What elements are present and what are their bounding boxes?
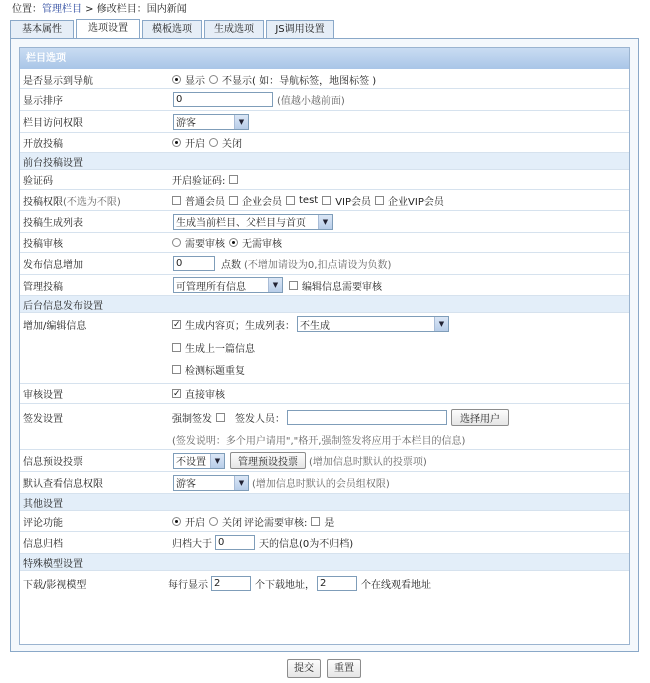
section-other: [20, 494, 629, 511]
gen-prev-checkbox[interactable]: [172, 343, 181, 352]
archive-label: 信息归档: [23, 539, 63, 550]
tab-basic[interactable]: 基本属性: [10, 20, 74, 38]
manage-select[interactable]: [173, 277, 283, 293]
comment-on-label: 开启: [185, 517, 205, 529]
audit-none-label: 无需审核: [242, 239, 282, 250]
row-points: [20, 253, 629, 275]
download-post: 个在线观看地址: [361, 580, 431, 591]
form-actions: [0, 659, 650, 679]
row-audit: [20, 384, 629, 404]
download-mid: 个下载地址，: [255, 580, 315, 591]
perm-checkbox-vip[interactable]: [322, 196, 331, 205]
nav-hide-radio[interactable]: [209, 75, 218, 84]
contrib-perm-label: [23, 190, 121, 210]
perm-label-enterprise: 企业会员: [242, 196, 282, 208]
gen-list-select[interactable]: [297, 316, 449, 332]
audit-label: 审核设置: [23, 390, 63, 401]
chevron-down-icon: ▼: [434, 317, 448, 331]
section-front: [20, 153, 629, 170]
signer-label: 签发人员：: [235, 413, 285, 425]
perm-label-enterprise-vip: 企业VIP会员: [388, 196, 444, 208]
access-value: 游客: [176, 118, 196, 129]
comment-off-radio[interactable]: [209, 517, 218, 526]
sign-label: 签发设置: [23, 413, 63, 425]
contrib-on-label: 开启: [185, 139, 205, 150]
audit-none-radio[interactable]: [229, 238, 238, 247]
row-contrib-audit: [20, 233, 629, 253]
force-sign-label: 强制签发: [172, 413, 212, 425]
tab-options[interactable]: 选项设置: [76, 19, 140, 39]
archive-pre: 归档大于: [172, 539, 212, 550]
gen-page-checkbox[interactable]: [172, 320, 181, 329]
download-per-row-input[interactable]: 2: [211, 576, 251, 591]
manage-value: 可管理所有信息: [176, 281, 246, 293]
comment-on-radio[interactable]: [172, 517, 181, 526]
chevron-down-icon: ▼: [268, 278, 282, 292]
comment-review-yes: 是: [324, 517, 335, 529]
row-captcha: [20, 170, 629, 190]
contrib-gen-select[interactable]: [173, 214, 333, 230]
points-input[interactable]: 0: [173, 256, 215, 271]
breadcrumb: [12, 3, 187, 17]
row-download: [20, 571, 629, 596]
row-vote: [20, 450, 629, 472]
view-perm-hint: (增加信息时默认的会员组权限): [252, 479, 390, 490]
submit-button[interactable]: 提交: [287, 659, 321, 678]
options-frame: [10, 38, 639, 652]
contrib-on-radio[interactable]: [172, 138, 181, 147]
section-front-label: 前台投稿设置: [23, 157, 83, 169]
points-hint: (不增加请设为0,扣点请设为负数): [244, 260, 392, 271]
manage-edit-label: 编辑信息需要审核: [302, 281, 382, 293]
online-per-row-input[interactable]: 2: [317, 576, 357, 591]
check-title-label: 检测标题重复: [185, 365, 245, 377]
download-label: 下载/影视模型: [23, 580, 87, 591]
points-unit: 点数: [221, 260, 241, 271]
perm-checkbox-enterprise-vip[interactable]: [375, 196, 384, 205]
view-perm-value: 游客: [176, 479, 196, 490]
panel-title: 栏目选项: [20, 48, 629, 69]
tab-js[interactable]: JS调用设置: [266, 20, 334, 38]
comment-review-checkbox[interactable]: [311, 517, 320, 526]
section-back: [20, 296, 629, 313]
vote-value: 不设置: [176, 457, 206, 468]
vote-label: 信息预设投票: [23, 457, 83, 468]
nav-hint: ( 如：导航标签，地图标签 ): [252, 75, 377, 87]
row-manage: [20, 275, 629, 296]
contrib-gen-value: 生成当前栏目、父栏目与首页: [176, 218, 306, 229]
captcha-label: 验证码: [23, 176, 53, 187]
breadcrumb-link-column-manage[interactable]: 管理栏目: [42, 4, 82, 15]
breadcrumb-current: 修改栏目：国内新闻: [96, 4, 187, 15]
vote-hint: (增加信息时默认的投票项): [309, 457, 427, 468]
perm-label-vip: VIP会员: [335, 196, 372, 208]
row-view-perm: [20, 472, 629, 494]
section-special-label: 特殊模型设置: [23, 558, 83, 570]
view-perm-select[interactable]: [173, 475, 249, 491]
sort-hint: (值越小越前面): [277, 96, 345, 107]
audit-need-radio[interactable]: [172, 238, 181, 247]
edit-label: 增加/编辑信息: [23, 320, 87, 332]
comment-review-label: 评论需要审核:: [244, 517, 308, 529]
gen-list-value: 不生成: [300, 320, 330, 332]
manage-vote-button[interactable]: 管理预设投票: [230, 452, 306, 469]
chevron-down-icon: ▼: [234, 476, 248, 490]
vote-select[interactable]: [173, 453, 225, 469]
row-edit: [20, 313, 629, 384]
row-sort: [20, 89, 629, 111]
signer-input[interactable]: [287, 410, 447, 425]
view-perm-label: 默认查看信息权限: [23, 479, 103, 490]
row-contrib-gen: [20, 211, 629, 233]
audit-need-label: 需要审核: [185, 239, 225, 250]
nav-show-radio[interactable]: [172, 75, 181, 84]
access-select[interactable]: [173, 114, 249, 130]
sort-label: 显示排序: [23, 96, 63, 107]
archive-input[interactable]: 0: [215, 535, 255, 550]
chevron-down-icon: ▼: [210, 454, 224, 468]
perm-label-normal: 普通会员: [185, 196, 225, 208]
gen-page-label: 生成内容页；生成列表：: [185, 320, 295, 332]
nav-label: 是否显示到导航: [23, 75, 93, 87]
comment-label: 评论功能: [23, 517, 63, 529]
download-pre: 每行显示: [168, 580, 208, 591]
tab-generate[interactable]: 生成选项: [204, 20, 264, 38]
points-label: 发布信息增加: [23, 260, 83, 271]
row-contrib-perm: [20, 190, 629, 211]
row-nav: [20, 70, 629, 89]
perm-label-test: test: [299, 194, 319, 206]
nav-show-label: 显示: [185, 75, 205, 87]
chevron-down-icon: ▼: [318, 215, 332, 229]
section-other-label: 其他设置: [23, 498, 63, 510]
manage-edit-checkbox[interactable]: [289, 281, 298, 290]
captcha-checkbox[interactable]: [229, 175, 238, 184]
contrib-off-radio[interactable]: [209, 138, 218, 147]
archive-post: 天的信息(0为不归档): [259, 539, 354, 550]
contrib-perm-note: (不选为不限): [63, 196, 121, 208]
row-archive: [20, 532, 629, 554]
section-back-label: 后台信息发布设置: [23, 300, 103, 312]
breadcrumb-sep: >: [82, 4, 97, 15]
direct-audit-checkbox[interactable]: [172, 389, 181, 398]
sign-note: (签发说明：多个用户请用","格开,强制签发将应用于本栏目的信息): [172, 435, 466, 447]
force-sign-checkbox[interactable]: [216, 413, 225, 422]
section-special: [20, 554, 629, 571]
reset-button[interactable]: 重置: [327, 659, 361, 678]
contrib-perm-label-text: 投稿权限: [23, 196, 63, 208]
perm-checkbox-normal[interactable]: [172, 196, 181, 205]
sort-input[interactable]: 0: [173, 92, 273, 107]
contrib-off-label: 关闭: [222, 139, 242, 150]
row-contrib: [20, 133, 629, 153]
chevron-down-icon: ▼: [234, 115, 248, 129]
contrib-gen-label: 投稿生成列表: [23, 218, 83, 229]
comment-off-label: 关闭: [222, 517, 242, 529]
choose-user-button[interactable]: 选择用户: [451, 409, 509, 426]
manage-label: 管理投稿: [23, 281, 63, 293]
direct-audit-label: 直接审核: [185, 390, 225, 401]
perm-checkbox-test[interactable]: [286, 196, 295, 205]
gen-prev-label: 生成上一篇信息: [185, 343, 255, 355]
row-comment: [20, 511, 629, 532]
options-panel: [19, 47, 630, 645]
check-title-checkbox[interactable]: [172, 365, 181, 374]
contrib-label: 开放投稿: [23, 139, 63, 150]
row-access: [20, 111, 629, 133]
tab-template[interactable]: 模板选项: [142, 20, 202, 38]
perm-checkbox-enterprise[interactable]: [229, 196, 238, 205]
breadcrumb-prefix: 位置：: [12, 4, 42, 15]
nav-hide-label: 不显示: [222, 75, 252, 87]
contrib-audit-label: 投稿审核: [23, 239, 63, 250]
access-label: 栏目访问权限: [23, 118, 83, 129]
captcha-text: 开启验证码:: [172, 176, 226, 187]
row-sign: [20, 404, 629, 450]
